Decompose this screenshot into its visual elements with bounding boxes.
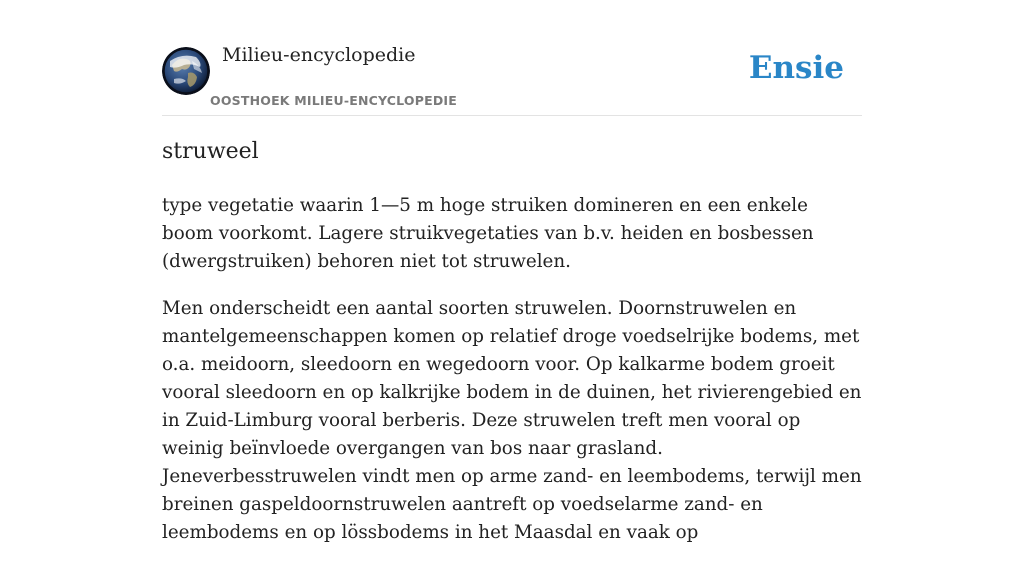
source-name[interactable]: Milieu-encyclopedie (222, 44, 416, 66)
ensie-logo[interactable]: Ensie (748, 50, 844, 86)
earth-globe-icon[interactable] (162, 47, 210, 95)
article-paragraph: type vegetatie waarin 1—5 m hoge struiken domineren en een enkele boom voorkomt. Lagere struikvegetaties van b.v. heiden en bosbessen (dwergstruiken) behoren niet tot struwelen. (162, 195, 814, 272)
source-subtitle[interactable]: OOSTHOEK MILIEU-ENCYCLOPEDIE (210, 93, 457, 108)
source-header (162, 0, 862, 116)
article-body (162, 192, 862, 566)
article-title: struweel (162, 139, 259, 164)
article-paragraph: Men onderscheidt een aantal soorten struwelen. Doornstruwelen en mantelgemeenschappen komen op relatief droge voedselrijke bodems, met o.a. meidoorn, sleedoorn en wegedoorn voor. Op kalkarme bodem groeit vooral sleedoorn en op kalkrijke bodem in de duinen, het rivierengebied en in Zuid-Limburg vooral berberis. Deze struwelen treft men vooral op weinig beïnvloede overgangen van bos naar grasland. Jeneverbesstruwelen vindt men op arme zand- en leembodems, terwijl men breinen gaspeldoornstruwelen aantreft op voedselarme zand- en leembodems en op lössbodems in het Maasdal en vaak op (162, 298, 862, 543)
page (162, 0, 862, 543)
